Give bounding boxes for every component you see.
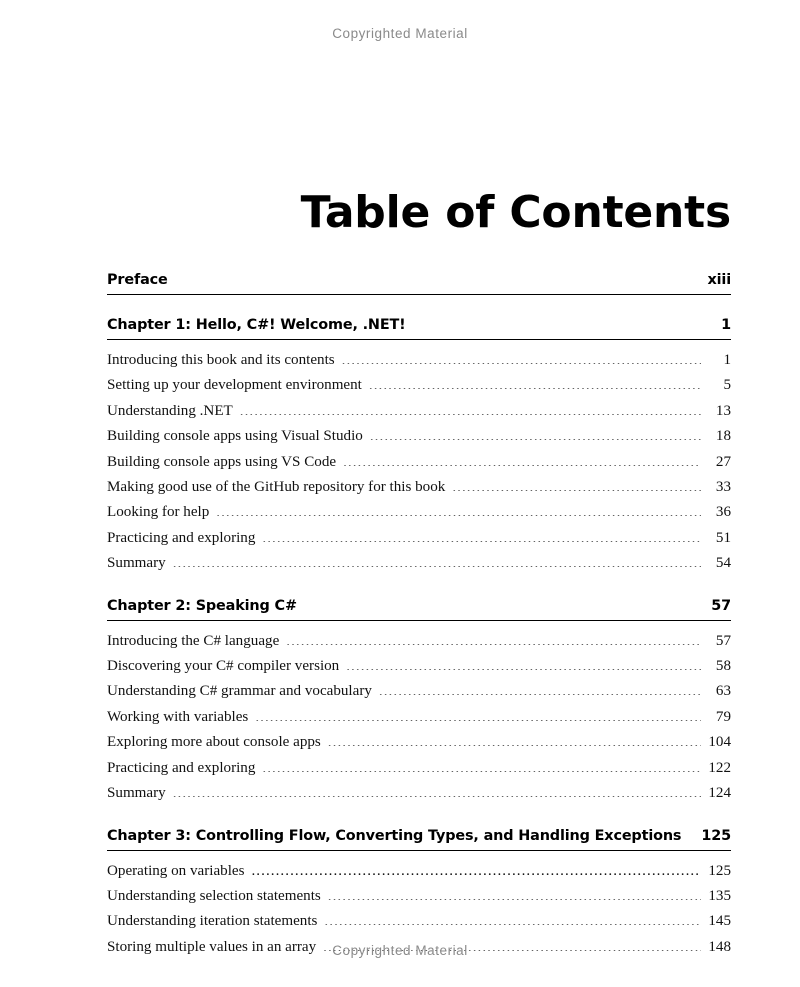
toc-entry-page-number: 58 bbox=[715, 658, 731, 675]
toc-heading-title: Preface bbox=[107, 272, 168, 288]
dot-leader bbox=[328, 885, 701, 900]
dot-leader bbox=[324, 910, 701, 925]
dot-leader bbox=[346, 655, 701, 670]
toc-entry-title: Understanding selection statements bbox=[107, 887, 321, 904]
toc-entry-title: Exploring more about console apps bbox=[107, 734, 321, 751]
toc-entry-title: Working with variables bbox=[107, 708, 249, 725]
toc-entry[interactable] bbox=[107, 859, 731, 884]
toc-entry[interactable] bbox=[107, 654, 731, 679]
toc-entry-title: Storing multiple values in an array bbox=[107, 938, 317, 955]
toc-entry-list bbox=[107, 340, 731, 577]
running-head-bottom: Copyrighted Material bbox=[332, 943, 468, 958]
toc-entry[interactable] bbox=[107, 551, 731, 576]
running-head-top: Copyrighted Material bbox=[332, 26, 468, 41]
toc-entry-page-number: 122 bbox=[708, 759, 731, 776]
dot-leader bbox=[328, 731, 701, 746]
toc-heading-page-number: 125 bbox=[701, 827, 731, 844]
toc-entry-title: Summary bbox=[107, 785, 166, 802]
toc-entry-page-number: 33 bbox=[715, 479, 731, 496]
toc-entry[interactable] bbox=[107, 629, 731, 654]
dot-leader bbox=[262, 527, 701, 542]
toc-group-chapter bbox=[107, 317, 731, 577]
toc-entry-title: Understanding .NET bbox=[107, 402, 233, 419]
toc-entry-title: Setting up your development environment bbox=[107, 377, 362, 394]
toc-heading-page-number: 1 bbox=[721, 317, 731, 333]
toc-entry-title: Understanding C# grammar and vocabulary bbox=[107, 683, 372, 700]
dot-leader bbox=[262, 757, 701, 772]
toc-heading-row[interactable] bbox=[107, 828, 731, 851]
dot-leader bbox=[379, 680, 701, 695]
dot-leader bbox=[251, 859, 701, 874]
dot-leader bbox=[173, 782, 701, 797]
toc-entry[interactable] bbox=[107, 399, 731, 424]
toc-entry-title: Practicing and exploring bbox=[107, 759, 256, 776]
toc-entry-page-number: 79 bbox=[715, 708, 731, 725]
toc-entry-page-number: 135 bbox=[708, 887, 731, 904]
dot-leader bbox=[173, 552, 701, 567]
toc-entry[interactable] bbox=[107, 500, 731, 525]
toc-entry-page-number: 13 bbox=[715, 402, 731, 419]
toc-entry-title: Practicing and exploring bbox=[107, 529, 256, 546]
toc-entry-page-number: 36 bbox=[715, 504, 731, 521]
toc-entry[interactable] bbox=[107, 450, 731, 475]
toc-entry-title: Introducing the C# language bbox=[107, 632, 280, 649]
toc-entry-page-number: 124 bbox=[708, 785, 731, 802]
toc-group-chapter bbox=[107, 598, 731, 807]
toc-entry-title: Understanding iteration statements bbox=[107, 913, 318, 930]
dot-leader bbox=[255, 706, 701, 721]
toc-entry[interactable] bbox=[107, 730, 731, 755]
toc-entry-title: Looking for help bbox=[107, 504, 210, 521]
toc-entry-title: Introducing this book and its contents bbox=[107, 352, 335, 368]
toc-entry-page-number: 1 bbox=[723, 352, 731, 368]
toc-heading-row[interactable] bbox=[107, 317, 731, 340]
toc-group-preface bbox=[107, 272, 731, 295]
toc-entry-title: Summary bbox=[107, 555, 166, 572]
dot-leader bbox=[286, 630, 701, 645]
toc-entry-page-number: 5 bbox=[723, 377, 731, 394]
toc-entry-title: Discovering your C# compiler version bbox=[107, 658, 340, 675]
toc-entry-page-number: 18 bbox=[715, 428, 731, 445]
toc-heading-title: Chapter 2: Speaking C# bbox=[107, 597, 297, 614]
toc-heading-row[interactable] bbox=[107, 598, 731, 621]
toc-entry[interactable] bbox=[107, 679, 731, 704]
dot-leader bbox=[452, 476, 701, 491]
toc-heading-title: Chapter 3: Controlling Flow, Converting Types, and Handling Exceptions bbox=[107, 827, 682, 844]
toc-entry-title: Building console apps using VS Code bbox=[107, 453, 337, 470]
toc-entry[interactable] bbox=[107, 756, 731, 781]
toc-entry-page-number: 57 bbox=[715, 632, 731, 649]
toc-entry[interactable] bbox=[107, 705, 731, 730]
dot-leader bbox=[240, 400, 701, 415]
toc-entry[interactable] bbox=[107, 373, 731, 398]
toc-entry[interactable] bbox=[107, 475, 731, 500]
dot-leader bbox=[369, 374, 701, 389]
dot-leader bbox=[343, 451, 701, 466]
toc-entry[interactable] bbox=[107, 424, 731, 449]
toc-entry-page-number: 27 bbox=[715, 453, 731, 470]
toc-entry-title: Operating on variables bbox=[107, 862, 245, 879]
dot-leader bbox=[370, 425, 701, 440]
toc-entry-page-number: 51 bbox=[715, 529, 731, 546]
toc-entry-page-number: 104 bbox=[708, 734, 731, 751]
toc-entry-page-number: 54 bbox=[715, 555, 731, 572]
toc-entry-page-number: 63 bbox=[715, 683, 731, 700]
toc-entry-page-number: 125 bbox=[708, 862, 731, 879]
toc-entry[interactable] bbox=[107, 348, 731, 373]
toc-entry[interactable] bbox=[107, 884, 731, 909]
toc-heading-row[interactable] bbox=[107, 272, 731, 295]
toc-entry-page-number: 145 bbox=[708, 913, 731, 930]
dot-leader bbox=[342, 349, 701, 364]
toc-entry-title: Making good use of the GitHub repository for this book bbox=[107, 479, 446, 496]
toc-entry-list bbox=[107, 621, 731, 807]
toc-group-chapter bbox=[107, 828, 731, 961]
dot-leader bbox=[216, 501, 701, 516]
toc-entry-page-number: 148 bbox=[708, 938, 731, 955]
toc-entry[interactable] bbox=[107, 781, 731, 806]
toc-heading-page-number: xiii bbox=[707, 272, 731, 288]
toc-heading-page-number: 57 bbox=[711, 597, 731, 614]
toc-entry[interactable] bbox=[107, 526, 731, 551]
toc-entry-title: Building console apps using Visual Studio bbox=[107, 428, 363, 445]
toc-heading-title: Chapter 1: Hello, C#! Welcome, .NET! bbox=[107, 317, 406, 333]
toc-entry[interactable] bbox=[107, 909, 731, 934]
page-title: Table of Contents bbox=[300, 187, 731, 239]
table-of-contents bbox=[107, 272, 731, 981]
